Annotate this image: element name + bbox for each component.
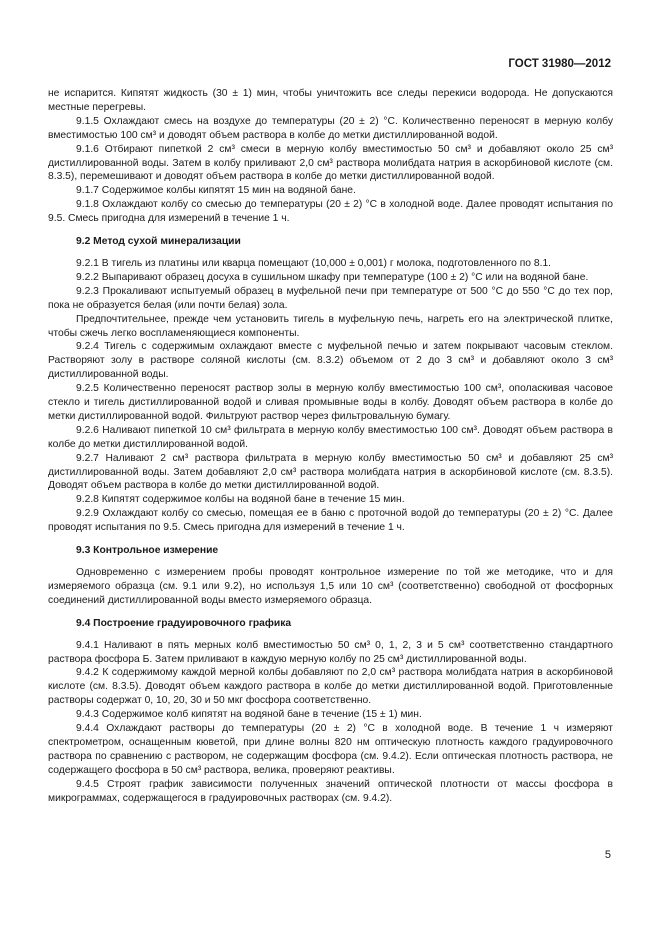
body-paragraph: 9.4.4 Охлаждают растворы до температуры (20 ± 2) °С в холодной воде. В течение 1 ч измеряют спектрометром, оснащенным кюветой, при длине волны 820 нм оптическую плотность каждого градуировочного раствора по сравнению с раствором, не содержащим фосфора (см. 9.4.2). Если оптическая плотность раствора, не содержащего фосфора в 50 см³ раствора, велика, проверяют реактивы. bbox=[48, 723, 613, 776]
section-heading: 9.4 Построение градуировочного графика bbox=[76, 617, 292, 629]
body-paragraph: 9.1.6 Отбирают пипеткой 2 см³ смеси в мерную колбу вместимостью 50 см³ и добавляют около 25 см³ дистиллированной воды. Затем в колбу приливают 2,0 см³ раствора молибдата натрия в аскорбиновой кислоте (см. 8.3.5), перемешивают и доводят объем раствора в колбе до метки дистиллированной водой. bbox=[48, 143, 613, 183]
body-paragraph: 9.1.8 Охлаждают колбу со смесью до температуры (20 ± 2) °С в холодной воде. Далее проводят испытания по 9.5. Смесь пригодна для измерений в течение 1 ч. bbox=[48, 199, 613, 225]
body-paragraph: 9.2.4 Тигель с содержимым охлаждают вместе с муфельной печью и затем покрывают часовым стеклом. Растворяют золу в растворе соляной кислоты (см. 8.3.2) объемом от 2 до 3 см³ и добавляют около 3 см³ дистиллированной воды. bbox=[48, 341, 613, 381]
body-paragraph: 9.2.3 Прокаливают испытуемый образец в муфельной печи при температуре от 500 °С до 550 °С до тех пор, пока не образуется белая (или почти белая) зола. bbox=[48, 285, 613, 311]
document-body bbox=[48, 87, 613, 806]
body-paragraph: 9.2.6 Наливают пипеткой 10 см³ фильтрата в мерную колбу вместимостью 100 см³. Доводят объем раствора в колбе до метки дистиллированной водой. bbox=[48, 424, 613, 450]
body-paragraph: не испарится. Кипятят жидкость (30 ± 1) мин, чтобы уничтожить все следы перекиси водорода. Не допускаются местные перегревы. bbox=[48, 88, 613, 113]
body-paragraph: 9.1.7 Содержимое колбы кипятят 15 мин на водяной бане. bbox=[76, 185, 356, 197]
section-heading: 9.3 Контрольное измерение bbox=[76, 545, 219, 557]
body-paragraph: 9.2.7 Наливают 2 см³ раствора фильтрата в мерную колбу вместимостью 50 см³ и добавляют 25 см³ дистиллированной воды. Затем добавляют 2,0 см³ раствора молибдата натрия в аскорбиновой кислоте (см. 8.3.5). Доводят объем раствора в колбе до метки дистиллированной водой. bbox=[48, 452, 613, 492]
body-paragraph: Одновременно с измерением пробы проводят контрольное измерение по той же методике, что и для измеряемого образца (см. 9.1 или 9.2), но используя 1,5 или 10 см³ (соответственно) свободной от фосфорных соединений дистиллированной воды вместо измеряемого образца. bbox=[48, 567, 613, 606]
body-paragraph: 9.2.8 Кипятят содержимое колбы на водяной бане в течение 15 мин. bbox=[76, 494, 405, 506]
body-paragraph: 9.2.2 Выпаривают образец досуха в сушильном шкафу при температуре (100 ± 2) °С или на водяной бане. bbox=[76, 271, 589, 283]
section-heading: 9.2 Метод сухой минерализации bbox=[76, 236, 241, 248]
body-paragraph: 9.2.1 В тигель из платины или кварца помещают (10,000 ± 0,001) г молока, подготовленного по 8.1. bbox=[76, 257, 552, 269]
body-paragraph: 9.4.2 К содержимому каждой мерной колбы добавляют по 2,0 см³ раствора молибдата натрия в аскорбиновой кислоте (см. 8.3.5). Доводят объем каждого раствора в колбе до метки дистиллированной водой. Приготовленные растворы содержат 0, 10, 20, 30 и 50 мкг фосфора соответственно. bbox=[48, 667, 613, 707]
page-number: 5 bbox=[604, 849, 611, 861]
body-paragraph: Предпочтительнее, прежде чем установить тигель в муфельную печь, нагреть его на электрической плитке, чтобы сжечь легко воспламеняющиеся компоненты. bbox=[48, 313, 613, 339]
document-header-code: ГОСТ 31980—2012 bbox=[508, 58, 611, 70]
body-paragraph: 9.2.5 Количественно переносят раствор золы в мерную колбу вместимостью 100 см³, ополаскивая часовое стекло и тигель дистиллированной водой и сливая промывные воды в колбу. Доводят объем раствора в колбе до метки дистиллированной водой. Фильтруют раствор через фильтровальную бумагу. bbox=[48, 383, 613, 422]
body-paragraph: 9.4.5 Строят график зависимости полученных значений оптической плотности от массы фосфора в микрограммах, содержащегося в градуировочных растворах (см. 9.4.2). bbox=[48, 778, 613, 804]
body-paragraph: 9.4.3 Содержимое колб кипятят на водяной бане в течение (15 ± 1) мин. bbox=[76, 709, 422, 721]
body-paragraph: 9.2.9 Охлаждают колбу со смесью, помещая ее в баню с проточной водой до температуры (20 ± 2) °С. Далее проводят испытания по 9.5. Смесь пригодна для измерений в течение 1 ч. bbox=[48, 508, 613, 534]
body-paragraph: 9.4.1 Наливают в пять мерных колб вместимостью 50 см³ 0, 1, 2, 3 и 5 см³ соответственно стандартного раствора фосфора Б. Затем приливают в каждую мерную колбу по 25 см³ дистиллированной воды. bbox=[48, 639, 613, 665]
body-paragraph: 9.1.5 Охлаждают смесь на воздухе до температуры (20 ± 2) °С. Количественно переносят в мерную колбу вместимостью 100 см³ и доводят объем раствора в колбе до метки дистиллированной водой. bbox=[48, 115, 613, 141]
